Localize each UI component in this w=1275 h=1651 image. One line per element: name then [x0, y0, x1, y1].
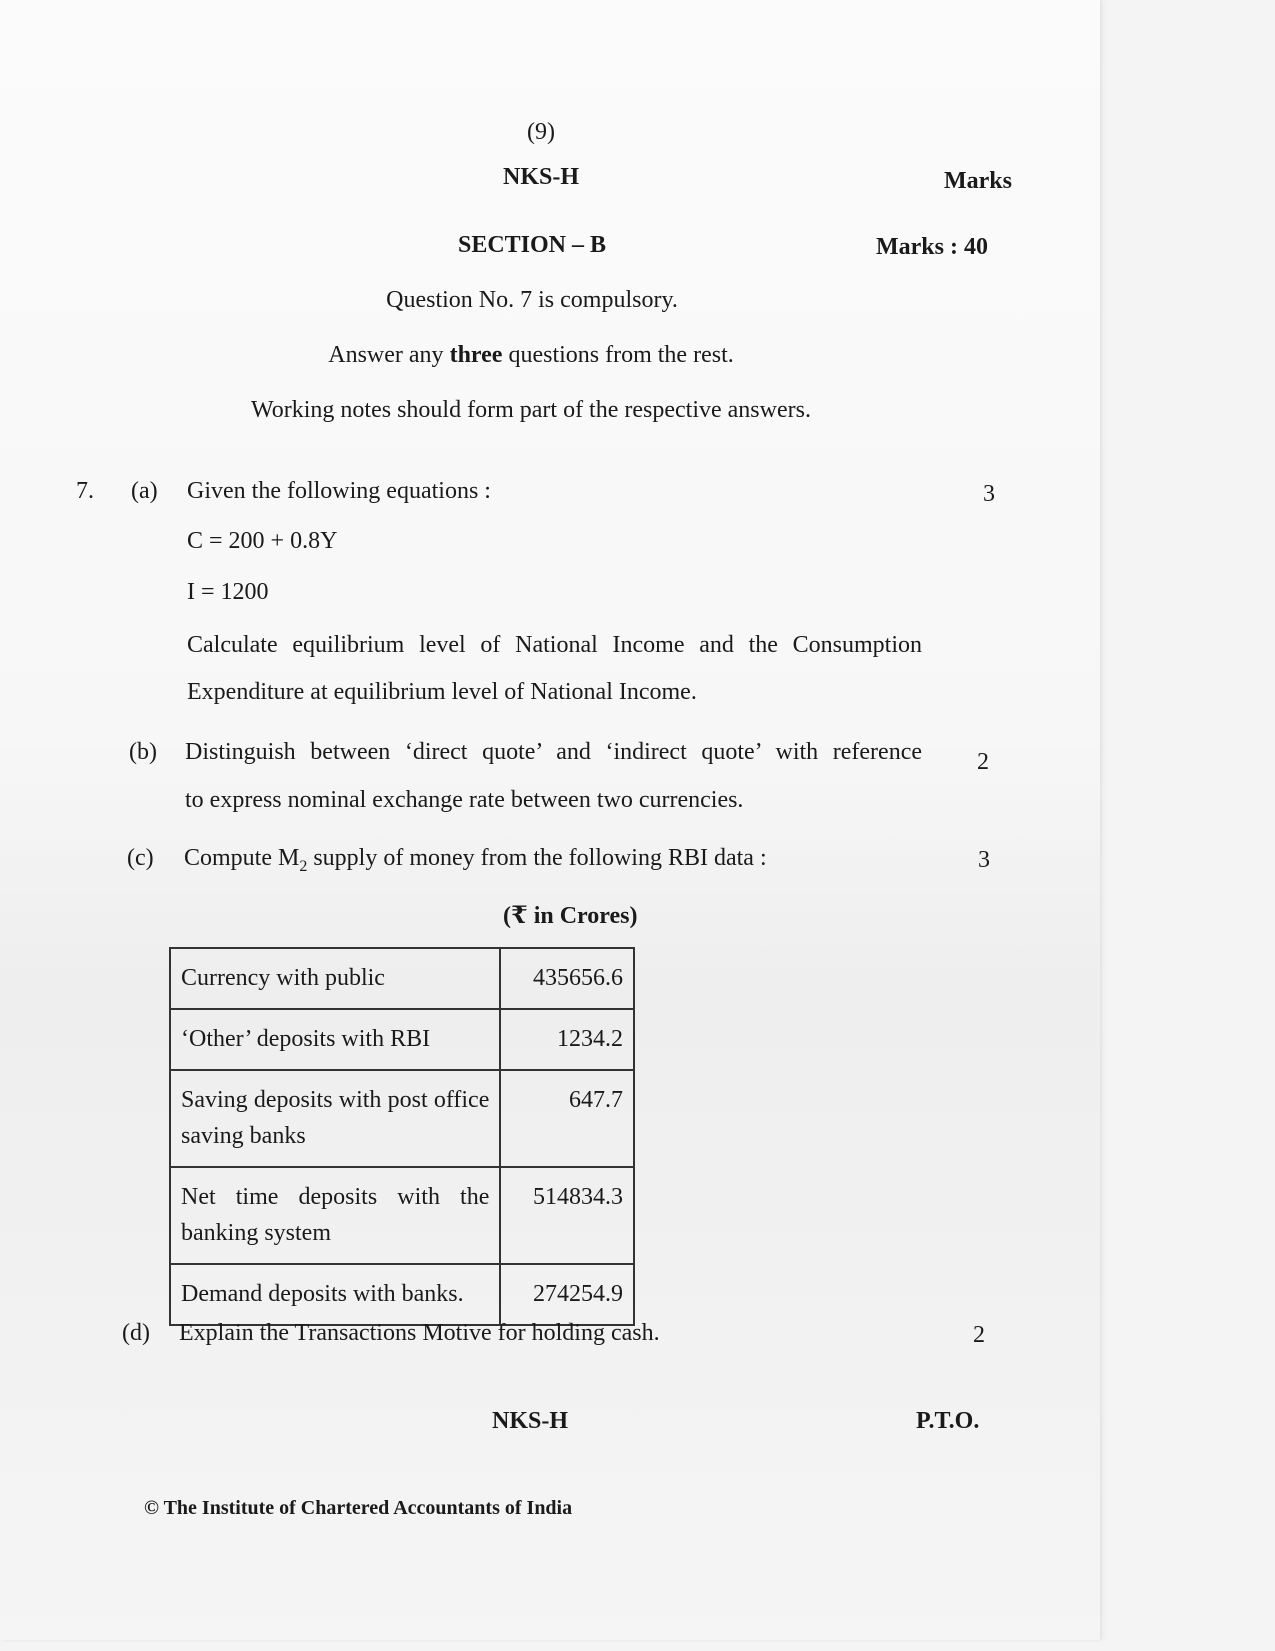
instruction-answer-any: Answer any three questions from the rest.	[328, 342, 734, 368]
section-title: SECTION – B	[457, 232, 607, 258]
section-marks: Marks : 40	[876, 234, 988, 260]
row-label: Demand deposits with banks.	[170, 1264, 500, 1325]
part-d-marks: 2	[973, 1322, 985, 1348]
copyright-notice: © The Institute of Chartered Accountants of India	[144, 1497, 573, 1519]
part-b-label: (b)	[129, 739, 157, 765]
part-d-question: Explain the Transactions Motive for holding cash.	[179, 1320, 660, 1346]
row-label: Net time deposits with the banking system	[170, 1167, 500, 1264]
row-label: Saving deposits with post office saving banks	[170, 1070, 500, 1167]
part-b-marks: 2	[977, 749, 989, 775]
page-number: (9)	[527, 119, 555, 145]
part-b-line-1: Distinguish between ‘direct quote’ and ‘indirect quote’ with reference	[185, 739, 922, 765]
row-value: 274254.9	[500, 1264, 634, 1325]
part-a-question-line-1: Calculate equilibrium level of National Income and the Consumption	[187, 632, 922, 658]
table-row	[170, 1070, 634, 1167]
marks-column-heading: Marks	[944, 168, 1012, 194]
paper-code: NKS-H	[502, 164, 580, 190]
footer-paper-code: NKS-H	[491, 1408, 569, 1434]
instruction-working-notes: Working notes should form part of the respective answers.	[251, 397, 811, 423]
part-a-marks: 3	[983, 481, 995, 507]
table-unit-caption: (₹ in Crores)	[503, 903, 638, 929]
row-value: 435656.6	[500, 948, 634, 1009]
table-row	[170, 1264, 634, 1325]
part-a-intro: Given the following equations :	[187, 478, 491, 504]
part-b-line-2: to express nominal exchange rate between two currencies.	[185, 787, 744, 813]
row-label: Currency with public	[170, 948, 500, 1009]
instruction-compulsory: Question No. 7 is compulsory.	[386, 287, 678, 313]
part-c-label: (c)	[127, 845, 154, 871]
table-row	[170, 1167, 634, 1264]
row-value: 514834.3	[500, 1167, 634, 1264]
part-c-question: Compute $M_2$ supply of money from the following RBI data :	[184, 845, 767, 875]
part-a-question-line-2: Expenditure at equilibrium level of National Income.	[187, 679, 697, 705]
part-a-label: (a)	[131, 478, 158, 504]
row-value: 1234.2	[500, 1009, 634, 1070]
row-label: ‘Other’ deposits with RBI	[170, 1009, 500, 1070]
equation-investment: I = 1200	[187, 579, 269, 605]
table-row	[170, 948, 634, 1009]
row-value: 647.7	[500, 1070, 634, 1167]
please-turn-over: P.T.O.	[916, 1408, 980, 1434]
question-number: 7.	[76, 478, 94, 504]
equation-consumption: C = 200 + 0.8Y	[187, 528, 338, 554]
rbi-data-table	[169, 947, 635, 1326]
part-d-label: (d)	[122, 1320, 150, 1346]
table-row	[170, 1009, 634, 1070]
part-c-marks: 3	[978, 847, 990, 873]
